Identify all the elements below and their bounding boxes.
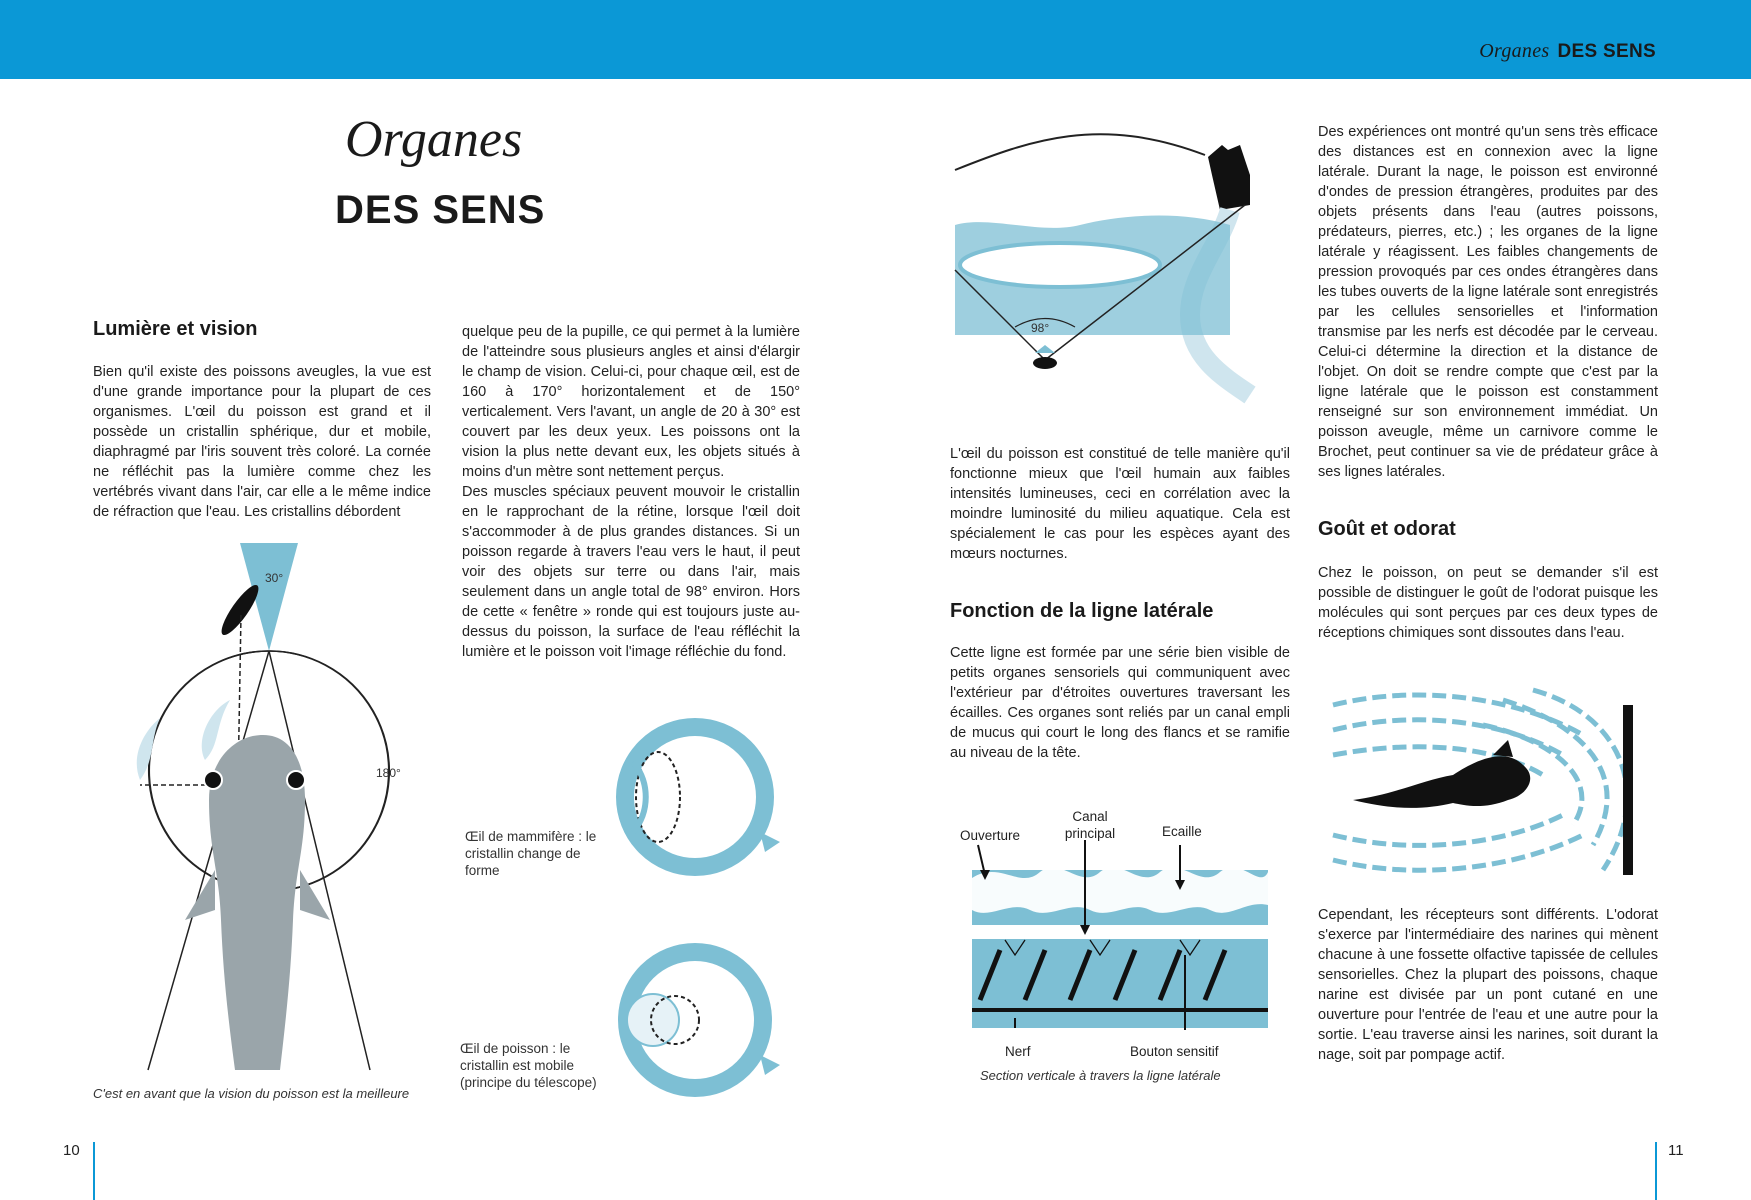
lateral-line-pointers (970, 840, 1270, 940)
running-header-italic: Organes (1479, 40, 1550, 62)
paragraph-gout-odorat: Chez le poisson, on peut se demander s'il est possible de distinguer le goût de l'odorat puisque les molécules qui sont perçues par ces deux types de réceptions chimiques sont dissoutes dans l'eau. (1318, 565, 1658, 641)
page-title-line2: DES SENS (335, 188, 546, 232)
page-number-left: 10 (63, 1142, 80, 1159)
fish-eye-right (287, 771, 305, 789)
optic-nerve-fish (760, 1055, 780, 1075)
label-canal-principal: Canal principal (1064, 809, 1116, 841)
small-fish-above (216, 581, 264, 639)
fish-fin (1035, 345, 1055, 353)
figure-pressure-waves (1333, 685, 1643, 885)
heading-ligne-laterale: Fonction de la ligne latérale (950, 600, 1214, 622)
ghost-fish-1 (202, 700, 230, 760)
lens-fish (627, 994, 679, 1046)
angle-label-30: 30° (265, 571, 284, 585)
figure-fish-eye (605, 940, 785, 1100)
caption-lateral-line: Section verticale à travers la ligne latérale (980, 1068, 1221, 1083)
heading-gout-odorat: Goût et odorat (1318, 518, 1456, 540)
label-ecaille: Ecaille (1162, 824, 1202, 839)
fishing-rod (955, 134, 1205, 170)
page-number-right: 11 (1668, 1142, 1684, 1159)
paragraph-vision-col2a: quelque peu de la pupille, ce qui permet à la lumière de l'atteindre sous plusieurs angles et ainsi d'élargir le champ de vision. Celui-ci, pour chaque œil, est de 160 à 170° horizontalement et de 150° verticalement. Vers l'avant, un angle de 20 à 30° est couvert par les deux yeux. Les poissons ont la vision la plus nette devant eux, les objets situés à moins d'un mètre sont nettement perçus. (462, 324, 800, 480)
paragraph-low-light: L'œil du poisson est constitué de telle manière qu'il fonctionne mieux que l'œil humain aux faibles intensités lumineuses, ceci en corrélation avec la moindre luminosité du milieu aquatique. Cela est spécialement le cas pour les espèces ayant des mœurs nocturnes. (950, 446, 1290, 562)
label-ouverture: Ouverture (960, 828, 1021, 843)
paragraph-distance-sense: Des expériences ont montré qu'un sens très efficace des distances est en connexion avec la ligne latérale. Durant la nage, le poisson est environné d'ondes de pression étrangères, produites par des objets présents dans l'eau (autres poissons, prédateurs, pierres, etc.) ; les organes de la ligne latérale y réagissent. Les faibles changements de pression provoqués par ces ondes étrangères dans les tubes ouverts de la ligne latérale sont enregistrés par les cellules sensorielles et l'information transmise par les nerfs est décodée par le cerveau. Celui-ci détermine la direction et la distance de l'objet. On doit se rendre compte que c'est par la ligne latérale que le poisson est constamment renseigné sur son environnement immédiat. Un poisson aveugle, même un carnivore comme le Brochet, peut continuer sa vie de prédateur grâce à ses lignes latérales. (1318, 124, 1658, 480)
paragraph-ligne-laterale: Cette ligne est formée par une série bien visible de petits organes sensoriels qui communiquent avec l'extérieur par d'étroites ouvertures traversant les écailles. Ces organes sont reliés par un canal empli de mucus qui court le long des flancs et se ramifie au niveau de la tête. (950, 645, 1290, 761)
snell-window (960, 243, 1160, 287)
label-nerf: Nerf (1005, 1044, 1031, 1059)
obstacle-wall (1623, 705, 1633, 875)
figure-mammal-eye (605, 712, 785, 882)
running-header-bold: DES SENS (1557, 41, 1656, 62)
caption-fish-eye: Œil de poisson : le cristallin est mobile (principe du télescope) (460, 1041, 597, 1090)
page-rule-left (93, 1142, 95, 1200)
page-rule-right (1655, 1142, 1657, 1200)
pectoral-fin-left (185, 870, 215, 920)
caption-fish-vision: C'est en avant que la vision du poisson est la meilleure (93, 1086, 410, 1101)
angler-figure (1208, 145, 1250, 210)
label-bouton-sensitif: Bouton sensitif (1130, 1044, 1219, 1059)
paragraph-vision-col1: Bien qu'il existe des poissons aveugles, la vue est d'une grande importance pour la plupart de ces organismes. L'œil du poisson est grand et il possède un cristallin sphérique, dur et mobile, diaphragmé par l'iris souvent très coloré. La cornée ne réfléchit pas la lumière comme chez les vertébrés vivant dans l'air, car elle a le même indice de réfraction que l'eau. Les cristallins débordent (93, 364, 431, 520)
angle-label-98: 98° (1031, 321, 1050, 335)
angle-label-180: 180° (376, 766, 401, 780)
paragraph-recepteurs: Cependant, les récepteurs sont différents. L'odorat s'exerce par l'intermédiaire des narines qui mènent chacune à une fossette olfactive tapissée de cellules sensorielles. Chez la plupart des poissons, chaque narine est divisée par un pont cutané en une ouverture pour l'entrée de l'eau et une autre pour la sortie. L'eau traverse ainsi les narines, soit durant la nage, soit par pompage actif. (1318, 907, 1658, 1063)
figure-fish-vision (95, 540, 440, 1080)
heading-lumiere-vision: Lumière et vision (93, 318, 258, 340)
paragraph-vision-col2 (462, 322, 800, 662)
fish-eye-left (204, 771, 222, 789)
fish-below-window (1033, 357, 1057, 369)
page-title-line1: Organes (345, 111, 523, 168)
nerf-line (972, 1008, 1268, 1012)
figure-angler-window (950, 115, 1290, 405)
paragraph-vision-col2b: Des muscles spéciaux peuvent mouvoir le cristallin en le rapprochant de la rétine, lorsque l'œil doit s'accommoder à de plus grandes distances. Si un poisson regarde à travers l'eau vers le haut, il peut voir des objets sur terre ou dans l'air, mais seulement dans un angle total de 98° environ. Hors de cette « fenêtre » ronde qui est toujours juste au-dessus du poisson, la surface de l'eau réfléchit la lumière et le poisson voit l'image réfléchie du fond. (462, 484, 800, 660)
caption-mammal-eye: Œil de mammifère : le cristallin change de forme (465, 829, 597, 878)
running-header (1479, 40, 1656, 63)
optic-nerve (760, 832, 780, 852)
